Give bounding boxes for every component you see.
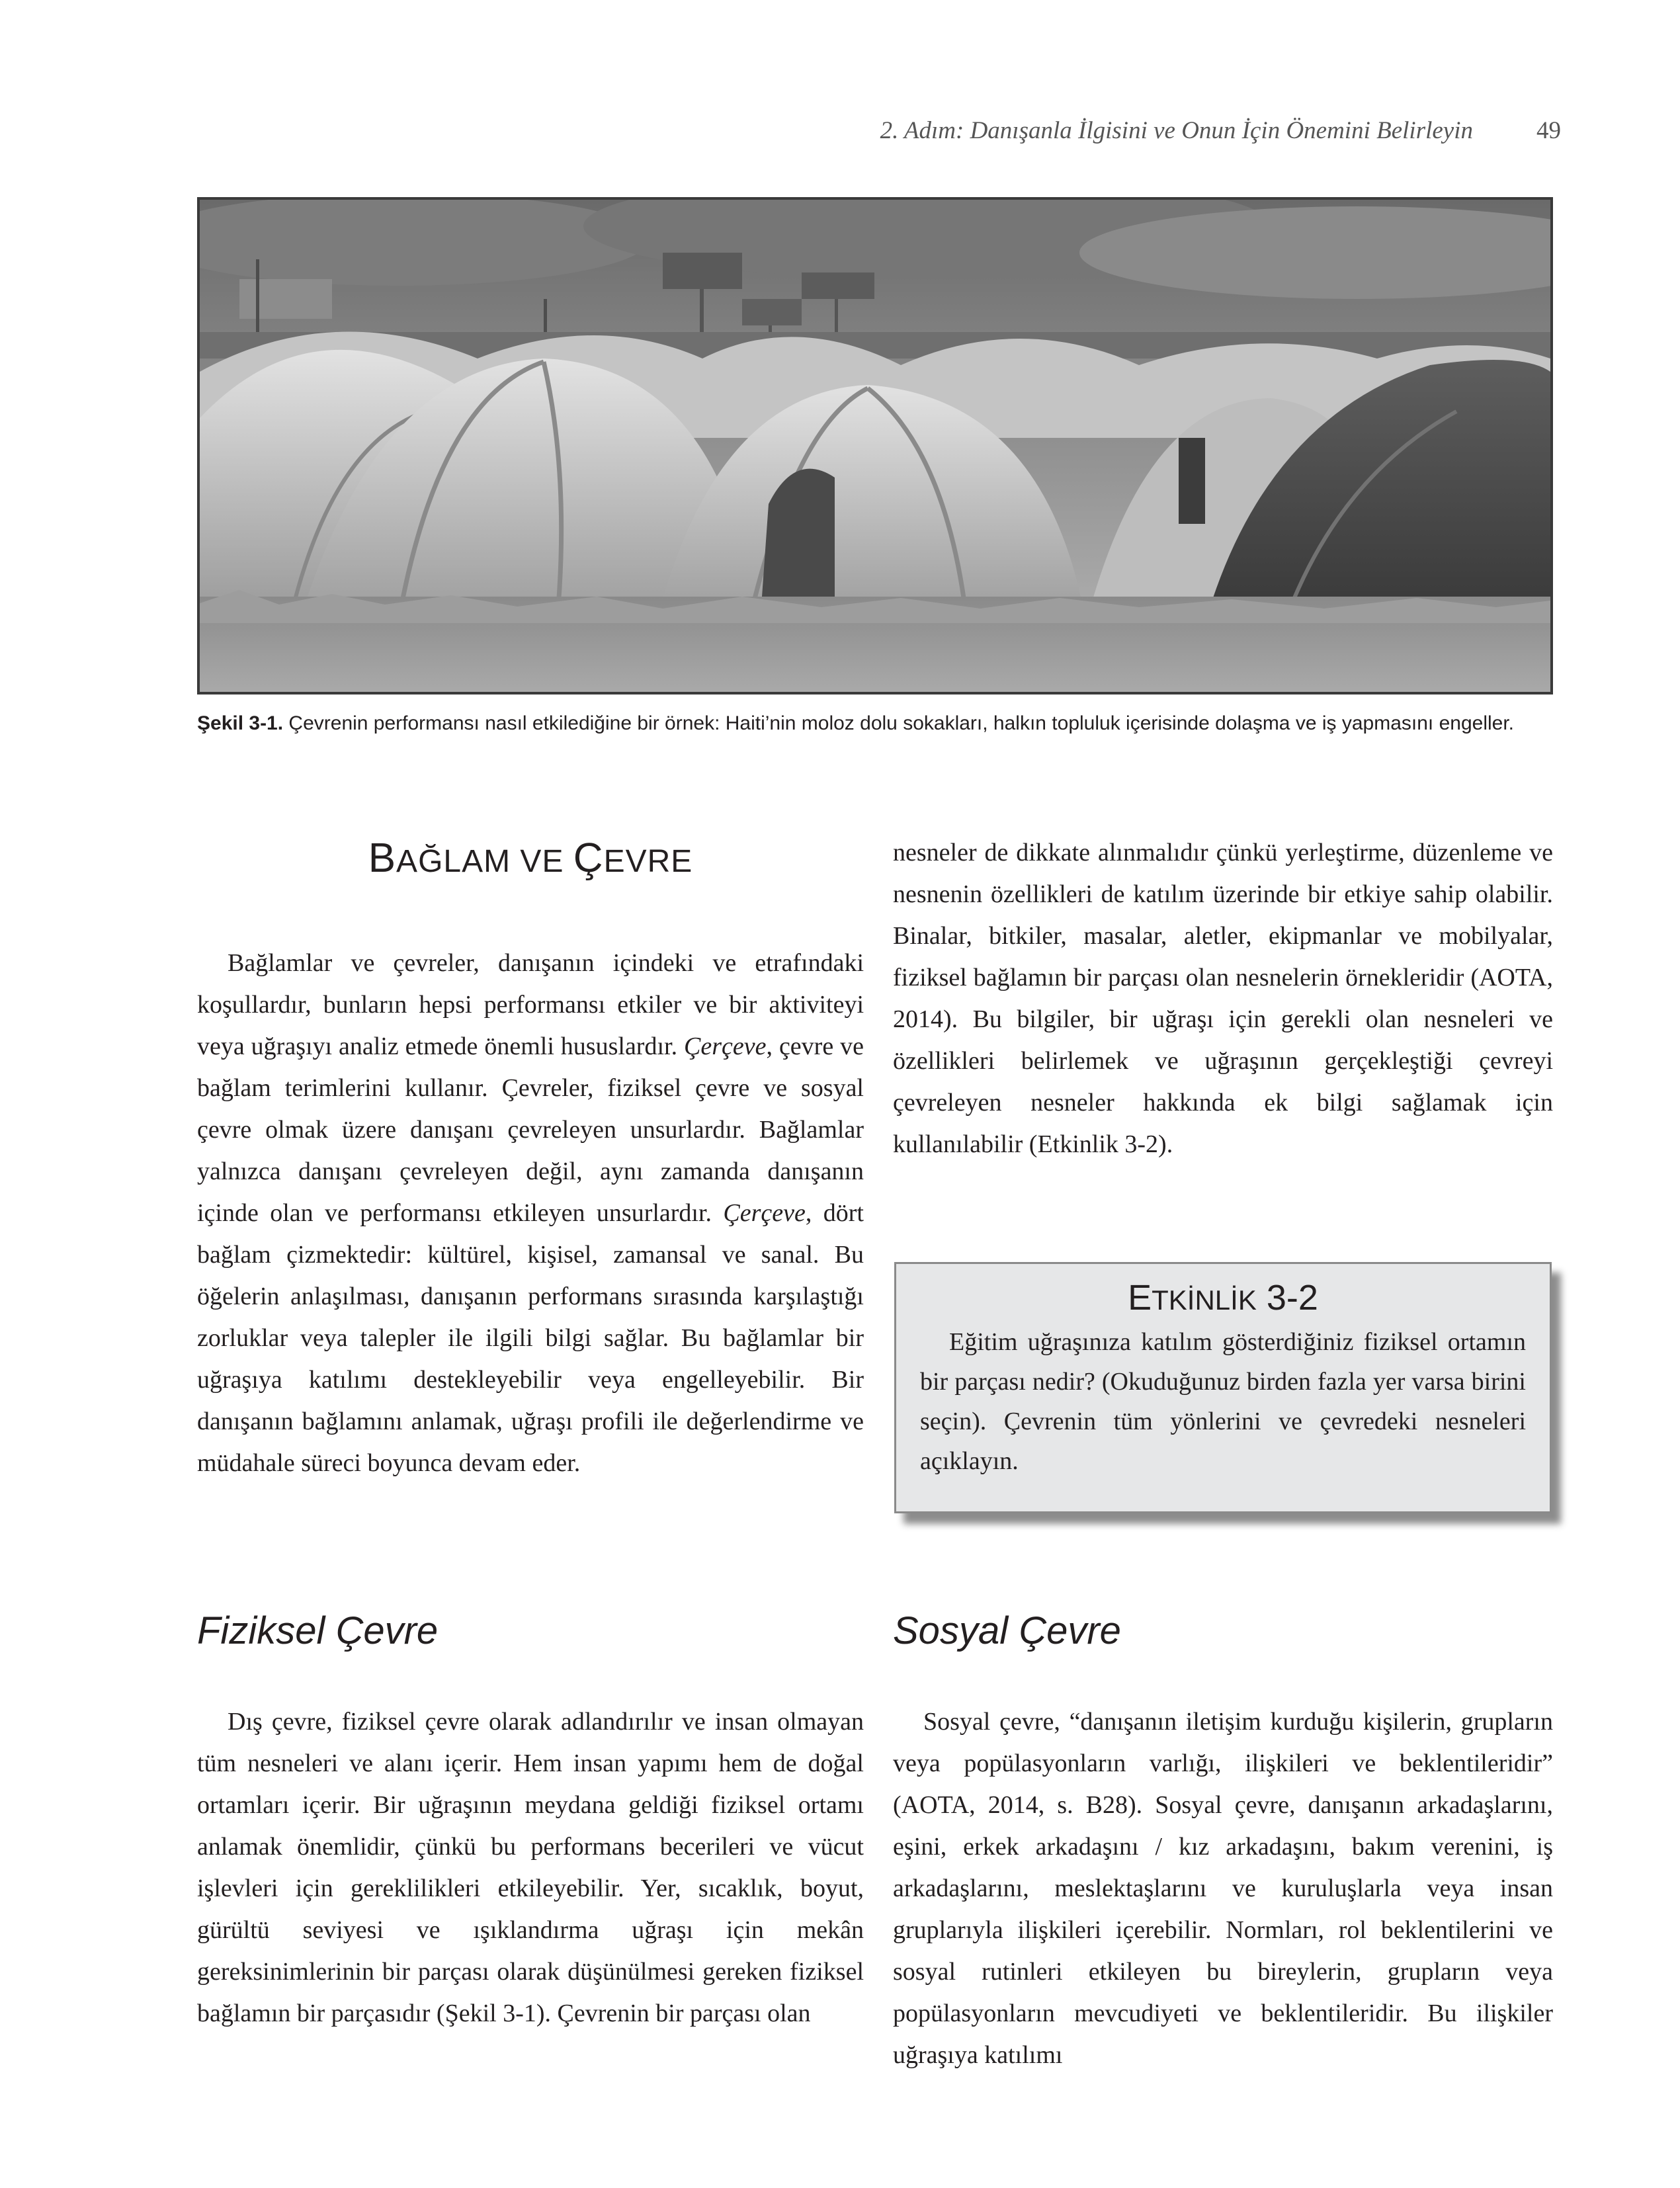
objects-text: nesneler de dikkate alınmalıdır çünkü yerleştirme, düzenleme ve nesnenin özellikleri de katılım üzerinde bir etkiye sahip olabilir. Binalar, bitkiler, masalar, aletler, ekipmanlar ve mobilyalar, fiziksel bağlamın bir parçası olan nesnelerin örnekleridir (AOTA, 2014). Bu bilgiler, bir uğraşı için gerekli olan nesneleri ve özellikleri belirlemek ve uğraşının gerçekleştiği çevreyi çevreleyen nesneler hakkında ek bilgi sağlamak için kullanılabilir (Etkinlik 3-2). — [893, 839, 1553, 1158]
activity-text: Eğitim uğraşınıza katılım gösterdiğiniz fiziksel ortamın bir parçası nedir? (Okuduğunuz birden fazla yer varsa birini seçin). Çevrenin tüm yönlerini ve çevredeki nesneleri açıklayın. — [920, 1328, 1526, 1475]
activity-title-num: 3-2 — [1256, 1278, 1318, 1318]
context-text-a: Bağlamlar ve çevreler, danışanın içindeki ve etrafındaki koşullardır, bunların hepsi performansı etkiler ve bir aktiviteyi veya uğraşıyı analiz etmede önemli hususlardır. — [197, 949, 864, 1060]
context-paragraph — [197, 943, 864, 1484]
caption-label: Şekil 3-1. — [197, 712, 284, 734]
page-number: 49 — [1536, 117, 1561, 144]
physical-paragraph — [197, 1701, 864, 2035]
caption-text: Çevrenin performansı nasıl etkilediğine bir örnek: Haiti’nin moloz dolu sokakları, halkın topluluk içerisinde dolaşma ve iş yapmasını engeller. — [283, 712, 1515, 734]
title-rest-2: EVRE — [603, 844, 693, 879]
tent-camp-photo — [200, 200, 1550, 692]
physical-text: Dış çevre, fiziksel çevre olarak adlandırılır ve insan olmayan tüm nesneleri ve alanı içerir. Hem insan yapımı hem de doğal ortamları içerir. Bir uğraşının meydana geldiği fiziksel ortamı anlamak önemlidir, çünkü bu performans becerileri ve vücut işlevleri için gereklilikleri etkileyebilir. Yer, sıcaklık, boyut, gürültü seviyesi ve ışıklandırma uğraşı için mekân gereksinimlerinin bir parçası olarak düşünülmesi gereken fiziksel bağlamın bir parçasıdır (Şekil 3-1). Çevrenin bir parçası olan — [197, 1708, 864, 2027]
context-em-2: Çerçeve — [723, 1199, 806, 1227]
section-title — [197, 835, 864, 882]
physical-heading: Fiziksel Çevre — [197, 1609, 439, 1652]
objects-paragraph — [893, 832, 1553, 1165]
title-cap-c: Ç — [573, 835, 604, 881]
running-title: 2. Adım: Danışanla İlgisini ve Onun İçin Önemini Belirleyin — [880, 117, 1473, 144]
title-cap-b: B — [368, 835, 397, 881]
context-text-c: , dört bağlam çizmektedir: kültürel, kişisel, zamansal ve sanal. Bu öğelerin anlaşılması, danışanın performans sırasında karşılaştığı zorluklar veya talepler ile ilgili bilgi sağlar. Bu bağlamlar bir uğraşıya katılımı destekleyebilir veya engelleyebilir. Bir danışanın bağlamını anlamak, uğraşı profili ile değerlendirme ve müdahale süreci boyunca devam eder. — [197, 1199, 864, 1477]
context-em-1: Çerçeve — [684, 1032, 767, 1060]
activity-title-cap: E — [1128, 1278, 1152, 1318]
figure-caption — [197, 711, 1553, 736]
social-paragraph — [893, 1701, 1553, 2076]
social-text: Sosyal çevre, “danışanın iletişim kurduğu kişilerin, grupların veya popülasyonların varlığı, ilişkileri ve beklentileridir” (AOTA, 2014, s. B28). Sosyal çevre, danışanın arkadaşlarını, eşini, erkek arkadaşını / kız arkadaşını, bakım verenini, iş arkadaşlarını, meslektaşlarını ve kuruluşlarla veya insan gruplarıyla ilişkileri içerebilir. Normları, rol beklentilerini ve sosyal rutinleri etkileyen bu bireylerin, grupların veya popülasyonların mevcudiyeti ve beklentileridir. Bu ilişkiler uğraşıya katılımı — [893, 1708, 1553, 2069]
activity-title-rest: TKİNLİK — [1152, 1284, 1257, 1316]
running-header — [198, 116, 1561, 145]
social-heading: Sosyal Çevre — [893, 1609, 1121, 1652]
activity-box — [894, 1262, 1552, 1513]
figure-tent-camp-photo — [197, 197, 1553, 694]
context-text-b: , çevre ve bağlam terimlerini kullanır. Çevreler, fiziksel çevre ve sosyal çevre olmak üzere danışanı çevreleyen unsurlardır. Bağlamlar yalnızca danışanı çevreleyen değil, aynı zamanda danışanın içinde olan ve performansı etkileyen unsurlardır. — [197, 1032, 864, 1227]
title-rest-1: AĞLAM VE — [396, 844, 573, 879]
activity-title — [920, 1277, 1526, 1318]
